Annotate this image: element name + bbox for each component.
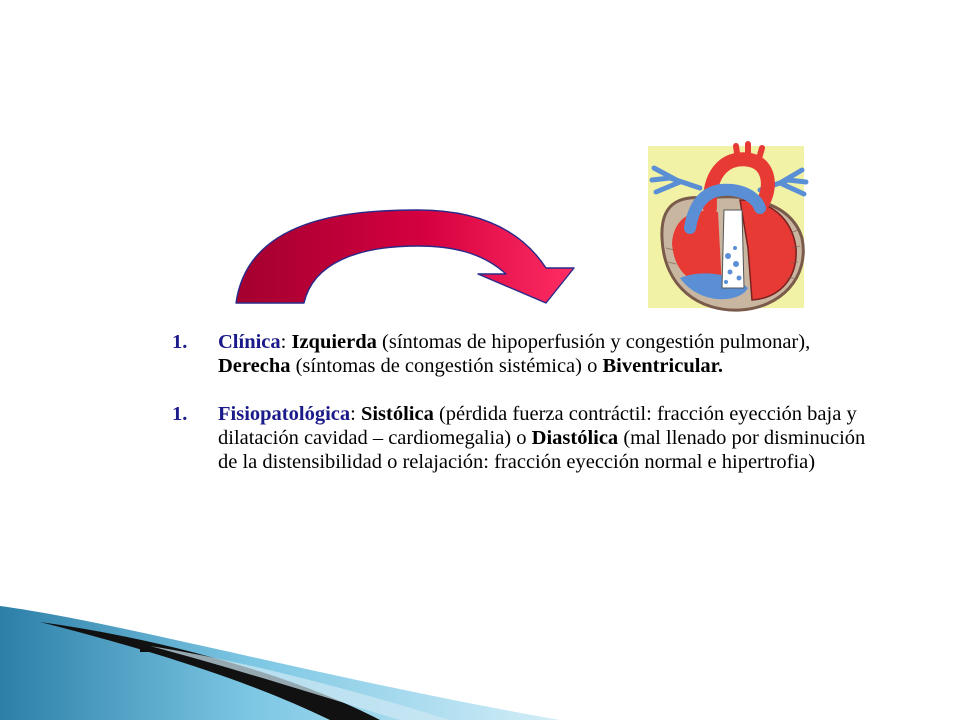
- list-item-clinica: [172, 330, 872, 378]
- term-diastolica: Diastólica: [531, 427, 619, 449]
- description-text: (pérdida fuerza contráctil: fracción eyección baja y dilatación cavidad – cardiomegalia) o: [218, 403, 857, 449]
- description-text: (síntomas de congestión sistémica) o: [290, 355, 603, 377]
- list-number: 1.: [172, 403, 188, 425]
- separator: :: [280, 331, 292, 353]
- term-derecha: Derecha: [218, 355, 291, 377]
- description-text: (mal llenado por disminución de la distensibilidad o relajación: fracción eyección normal e hipertrofia): [218, 427, 866, 473]
- list-number: 1.: [172, 331, 188, 353]
- item-label: Fisiopatológica: [218, 403, 351, 425]
- list-item-fisiopatologica: [172, 402, 872, 474]
- term-sistolica: Sistólica: [360, 403, 434, 425]
- curved-arrow-icon: [228, 208, 600, 310]
- decorative-swoosh: [0, 600, 960, 720]
- term-izquierda: Izquierda: [291, 331, 377, 353]
- item-label: Clínica: [218, 331, 281, 353]
- separator: :: [350, 403, 361, 425]
- classification-list: [172, 330, 872, 474]
- description-text: (síntomas de hipoperfusión y congestión pulmonar),: [376, 331, 811, 353]
- term-biventricular: Biventricular.: [602, 355, 724, 377]
- heart-anatomy-icon: [640, 138, 816, 316]
